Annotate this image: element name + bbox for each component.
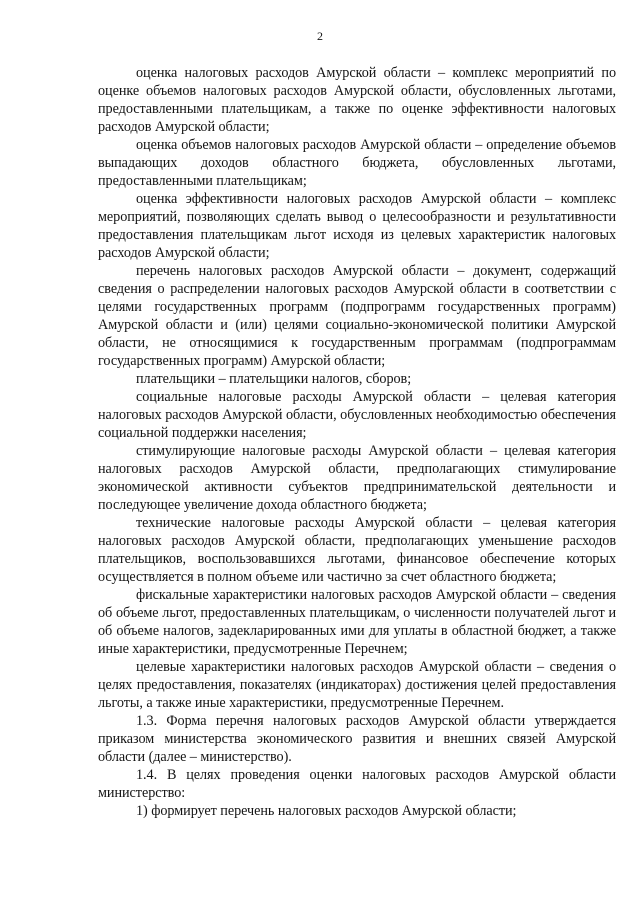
paragraph-payers: плательщики – плательщики налогов, сборов; — [136, 371, 412, 387]
paragraph-clause-1-3: 1.3. Форма перечня налоговых расходов Амурской области утверждается приказом министерства экономического развития и внешних связей Амурской области (далее – министерство). — [98, 713, 616, 765]
paragraph-target-characteristics: целевые характеристики налоговых расходов Амурской области – сведения о целях предоставления, показателях (индикаторах) достижения целей предоставления льготы, а также иные характеристики, предусмотренные Перечнем. — [98, 659, 616, 711]
paragraph-tax-expense-assessment: оценка налоговых расходов Амурской области – комплекс мероприятий по оценке объемов налоговых расходов Амурской области, обусловленных льготами, предоставленными плательщикам, а также по оценке эффективности налоговых расходов Амурской области; — [98, 65, 616, 135]
paragraph-clause-1-4: 1.4. В целях проведения оценки налоговых расходов Амурской области министерство: — [98, 767, 616, 801]
paragraph-stimulating-expenses: стимулирующие налоговые расходы Амурской области – целевая категория налоговых расходов Амурской области, предполагающих стимулирование экономической активности субъектов предпринимательской деятельности и последующее увеличение дохода областного бюджета; — [98, 443, 616, 513]
page-number: 2 — [317, 29, 323, 43]
document-body — [98, 64, 616, 820]
paragraph-social-expenses: социальные налоговые расходы Амурской области – целевая категория налоговых расходов Амурской области, обусловленных необходимостью обеспечения социальной поддержки населения; — [98, 389, 616, 441]
paragraph-efficiency-assessment: оценка эффективности налоговых расходов Амурской области – комплекс мероприятий, позволяющих сделать вывод о целесообразности и результативности предоставления плательщикам льгот исходя из целевых характеристик налоговых расходов Амурской области; — [98, 191, 616, 261]
paragraph-technical-expenses: технические налоговые расходы Амурской области – целевая категория налоговых расходов Амурской области, предполагающих уменьшение расходов плательщиков, воспользовавшихся льготами, финансовое обеспечение которых осуществляется в полном объеме или частично за счет областного бюджета; — [98, 515, 616, 585]
paragraph-tax-expense-list: перечень налоговых расходов Амурской области – документ, содержащий сведения о распределении налоговых расходов Амурской области в соответствии с целями государственных программ (подпрограмм государственных программ) Амурской области и (или) целями социально-экономической политики Амурской области, не относящимися к государственным программам (подпрограммам государственных программ) Амурской области; — [98, 263, 616, 369]
paragraph-item-1: 1) формирует перечень налоговых расходов Амурской области; — [136, 803, 517, 819]
paragraph-fiscal-characteristics: фискальные характеристики налоговых расходов Амурской области – сведения об объеме льгот, предоставленных плательщикам, о численности получателей льгот и об объеме налогов, задекларированных ими для уплаты в областной бюджет, а также иные характеристики, предусмотренные Перечнем; — [98, 587, 616, 657]
paragraph-volume-assessment: оценка объемов налоговых расходов Амурской области – определение объемов выпадающих доходов областного бюджета, обусловленных льготами, предоставленными плательщикам; — [98, 137, 616, 189]
